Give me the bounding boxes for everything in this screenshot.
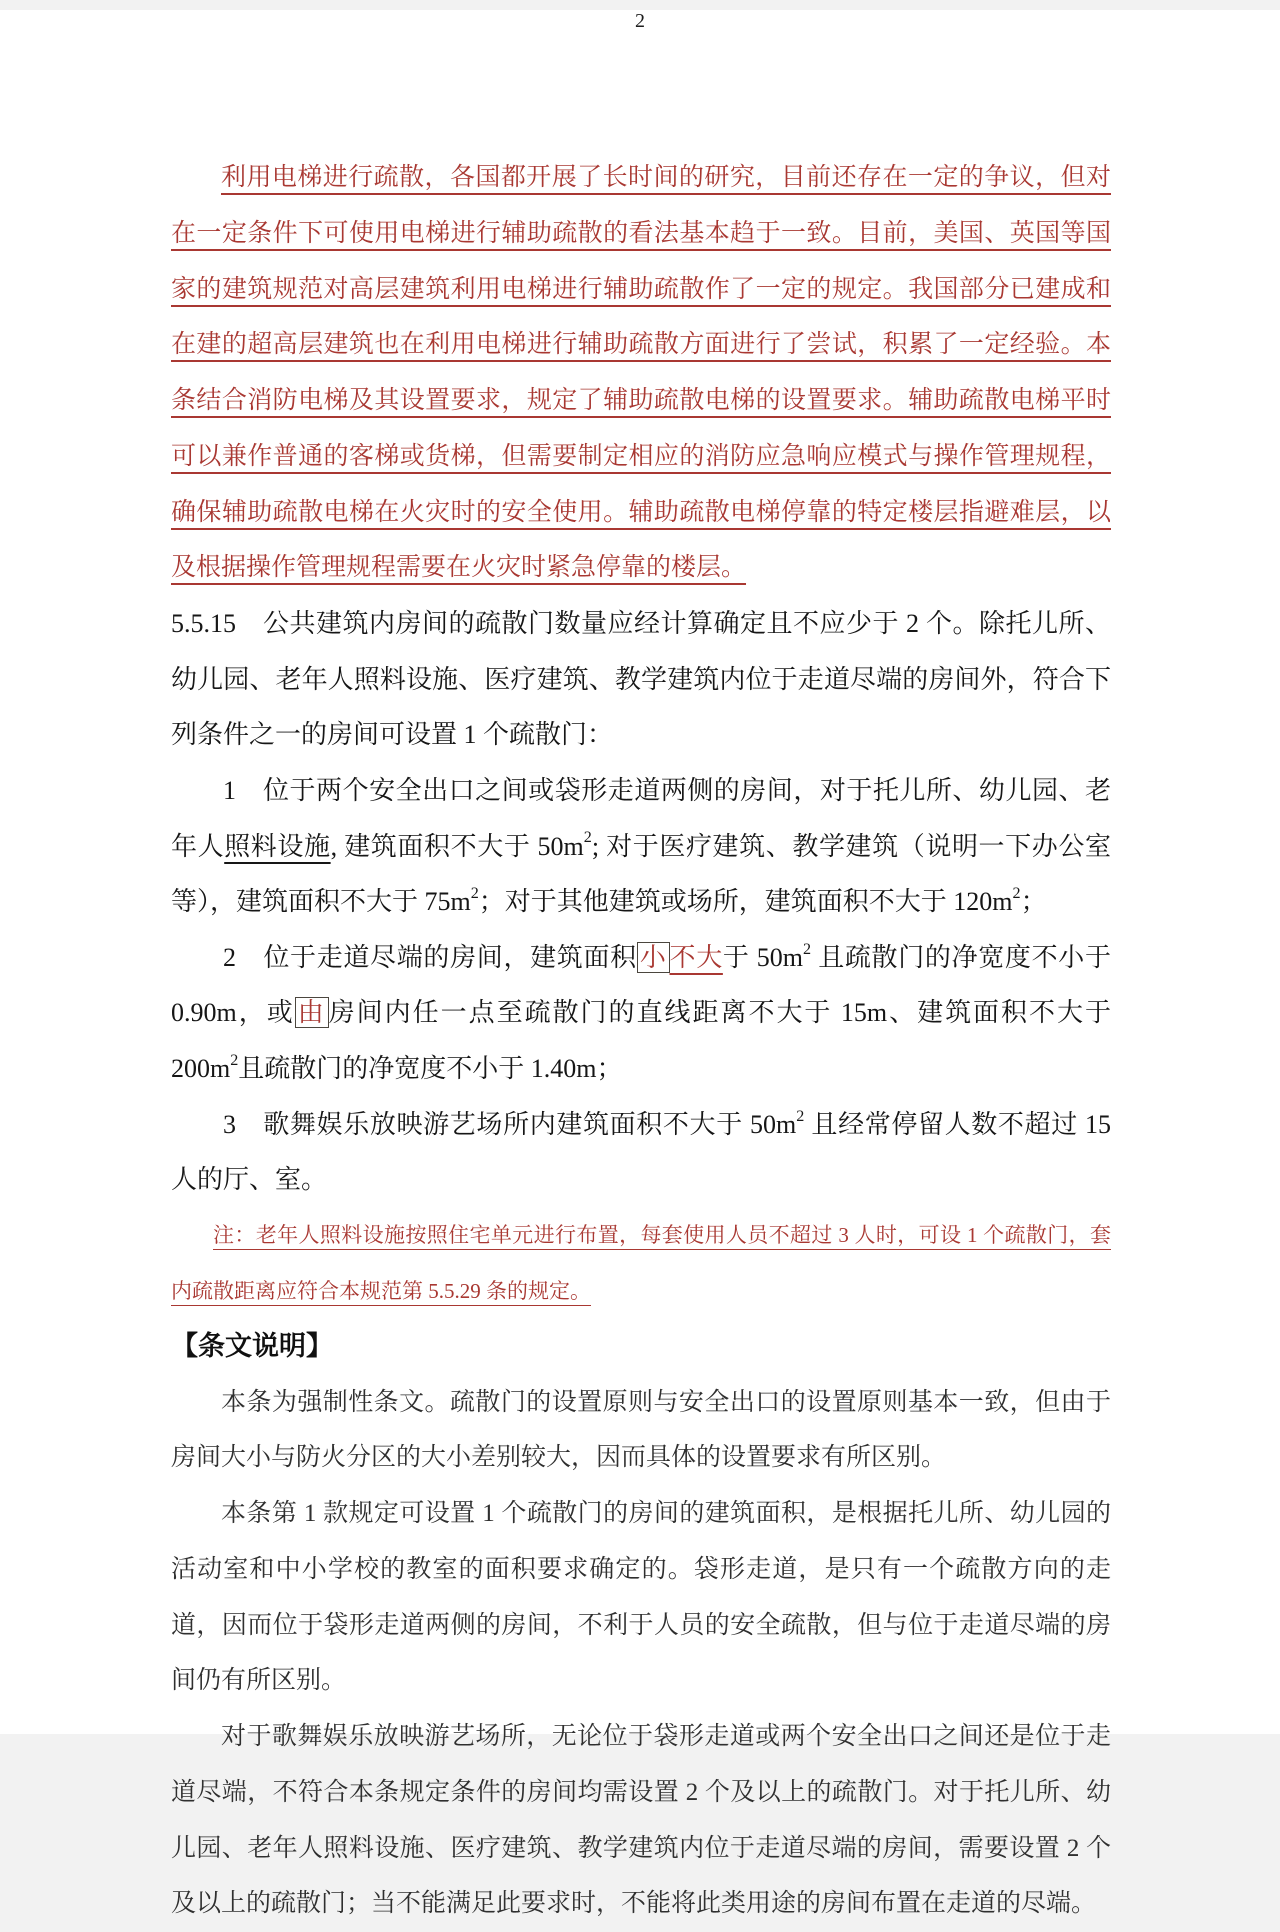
text-segment: 【条文说明】 xyxy=(171,1331,333,1362)
text-segment: 注：老年人照料设施按照住宅单元进行布置，每套使用人员不超过 3 人时，可设 1 个疏散门，套内疏散距离应符合本规范第 5.5.29 条的规定。 xyxy=(171,1222,1111,1303)
text-segment: 且疏散门的净宽度不小于 1.40m； xyxy=(238,1054,623,1083)
clause-item-2 xyxy=(171,930,1111,1097)
revision-deleted-text: 不大 xyxy=(669,942,723,972)
page-number: 2 xyxy=(635,10,645,32)
explanation-paragraph-2 xyxy=(171,1486,1111,1709)
superscript: 2 xyxy=(230,1051,239,1069)
explanation-paragraph-1 xyxy=(171,1375,1111,1487)
text-segment: ； xyxy=(1020,887,1047,917)
text-segment: 且经常停留人数不超过 15 人的厅、室。 xyxy=(171,1109,1111,1195)
text-segment: 于 50m xyxy=(722,942,803,972)
text-segment: ; 对于医疗建筑、教学建筑（说明一下办公室等），建筑面积不大于 75m xyxy=(171,831,1111,917)
text-segment: , 建筑面积不大于 50m xyxy=(330,831,584,861)
text-segment: 房间内任一点至疏散门的直线距离不大于 15m、建筑面积不大于 200m xyxy=(171,998,1111,1083)
text-segment: 且疏散门的净宽度不小于 0.90m，或 xyxy=(171,942,1111,1028)
superscript: 2 xyxy=(802,940,812,958)
superscript: 2 xyxy=(583,829,592,847)
text-segment: 2 位于走道尽端的房间，建筑面积 xyxy=(223,942,637,972)
text-segment: 利用电梯进行疏散，各国都开展了长时间的研究，目前还存在一定的争议，但对在一定条件下可使用电梯进行辅助疏散的看法基本趋于一致。目前，美国、英国等国家的建筑规范对高层建筑利用电梯进行辅助疏散作了一定的规定。我国部分已建成和在建的超高层建筑也在利用电梯进行辅助疏散方面进行了尝试，积累了一定经验。本条结合消防电梯及其设置要求，规定了辅助疏散电梯的设置要求。辅助疏散电梯平时可以兼作普通的客梯或货梯，但需要制定相应的消防应急响应模式与操作管理规程，确保辅助疏散电梯在火灾时的安全使用。辅助疏散电梯停靠的特定楼层指避难层，以及根据操作管理规程需要在火灾时紧急停靠的楼层。 xyxy=(171,164,1111,582)
revision-inserted-char: 小 xyxy=(637,942,670,973)
superscript: 2 xyxy=(1012,885,1021,903)
document-page xyxy=(0,10,1280,1918)
text-segment: 5.5.15 公共建筑内房间的疏散门数量应经计算确定且不应少于 2 个。除托儿所、幼儿园、老年人照料设施、医疗建筑、教学建筑内位于走道尽端的房间外，符合下列条件之一的房间可设置 1 个疏散门： xyxy=(171,609,1111,750)
section-heading-explanation xyxy=(171,1319,1111,1374)
clause-item-1 xyxy=(171,763,1111,930)
underlined-text: 照料设施 xyxy=(224,831,331,861)
document-body xyxy=(171,150,1111,1932)
text-segment: ；对于其他建筑或场所，建筑面积不大于 120m xyxy=(478,887,1013,917)
superscript: 2 xyxy=(470,885,479,903)
explanation-paragraph-3 xyxy=(171,1709,1111,1932)
text-segment: 本条为强制性条文。疏散门的设置原则与安全出口的设置原则基本一致，但由于房间大小与防火分区的大小差别较大，因而具体的设置要求有所区别。 xyxy=(171,1388,1111,1472)
page-footer xyxy=(0,10,1280,33)
revision-commentary-paragraph xyxy=(171,150,1111,596)
revision-inserted-char: 由 xyxy=(295,997,329,1028)
clause-5-5-15 xyxy=(171,596,1111,763)
superscript: 2 xyxy=(796,1107,805,1125)
text-segment: 本条第 1 款规定可设置 1 个疏散门的房间的建筑面积，是根据托儿所、幼儿园的活动室和中小学校的教室的面积要求确定的。袋形走道，是只有一个疏散方向的走道，因而位于袋形走道两侧的房间，不利于人员的安全疏散，但与位于走道尽端的房间仍有所区别。 xyxy=(171,1500,1111,1695)
clause-item-3 xyxy=(171,1097,1111,1208)
text-segment: 1 位于两个安全出口之间或袋形走道两侧的房间，对于托儿所、幼儿园、老年人 xyxy=(171,775,1111,861)
text-segment: 对于歌舞娱乐放映游艺场所，无论位于袋形走道或两个安全出口之间还是位于走道尽端，不符合本条规定条件的房间均需设置 2 个及以上的疏散门。对于托儿所、幼儿园、老年人照料设施、医疗建筑、教学建筑内位于走道尽端的房间，需要设置 2 个及以上的疏散门；当不能满足此要求时，不能将此类用途的房间布置在走道的尽端。 xyxy=(171,1723,1111,1918)
text-segment: 3 歌舞娱乐放映游艺场所内建筑面积不大于 50m xyxy=(223,1109,797,1139)
clause-note xyxy=(171,1208,1111,1319)
